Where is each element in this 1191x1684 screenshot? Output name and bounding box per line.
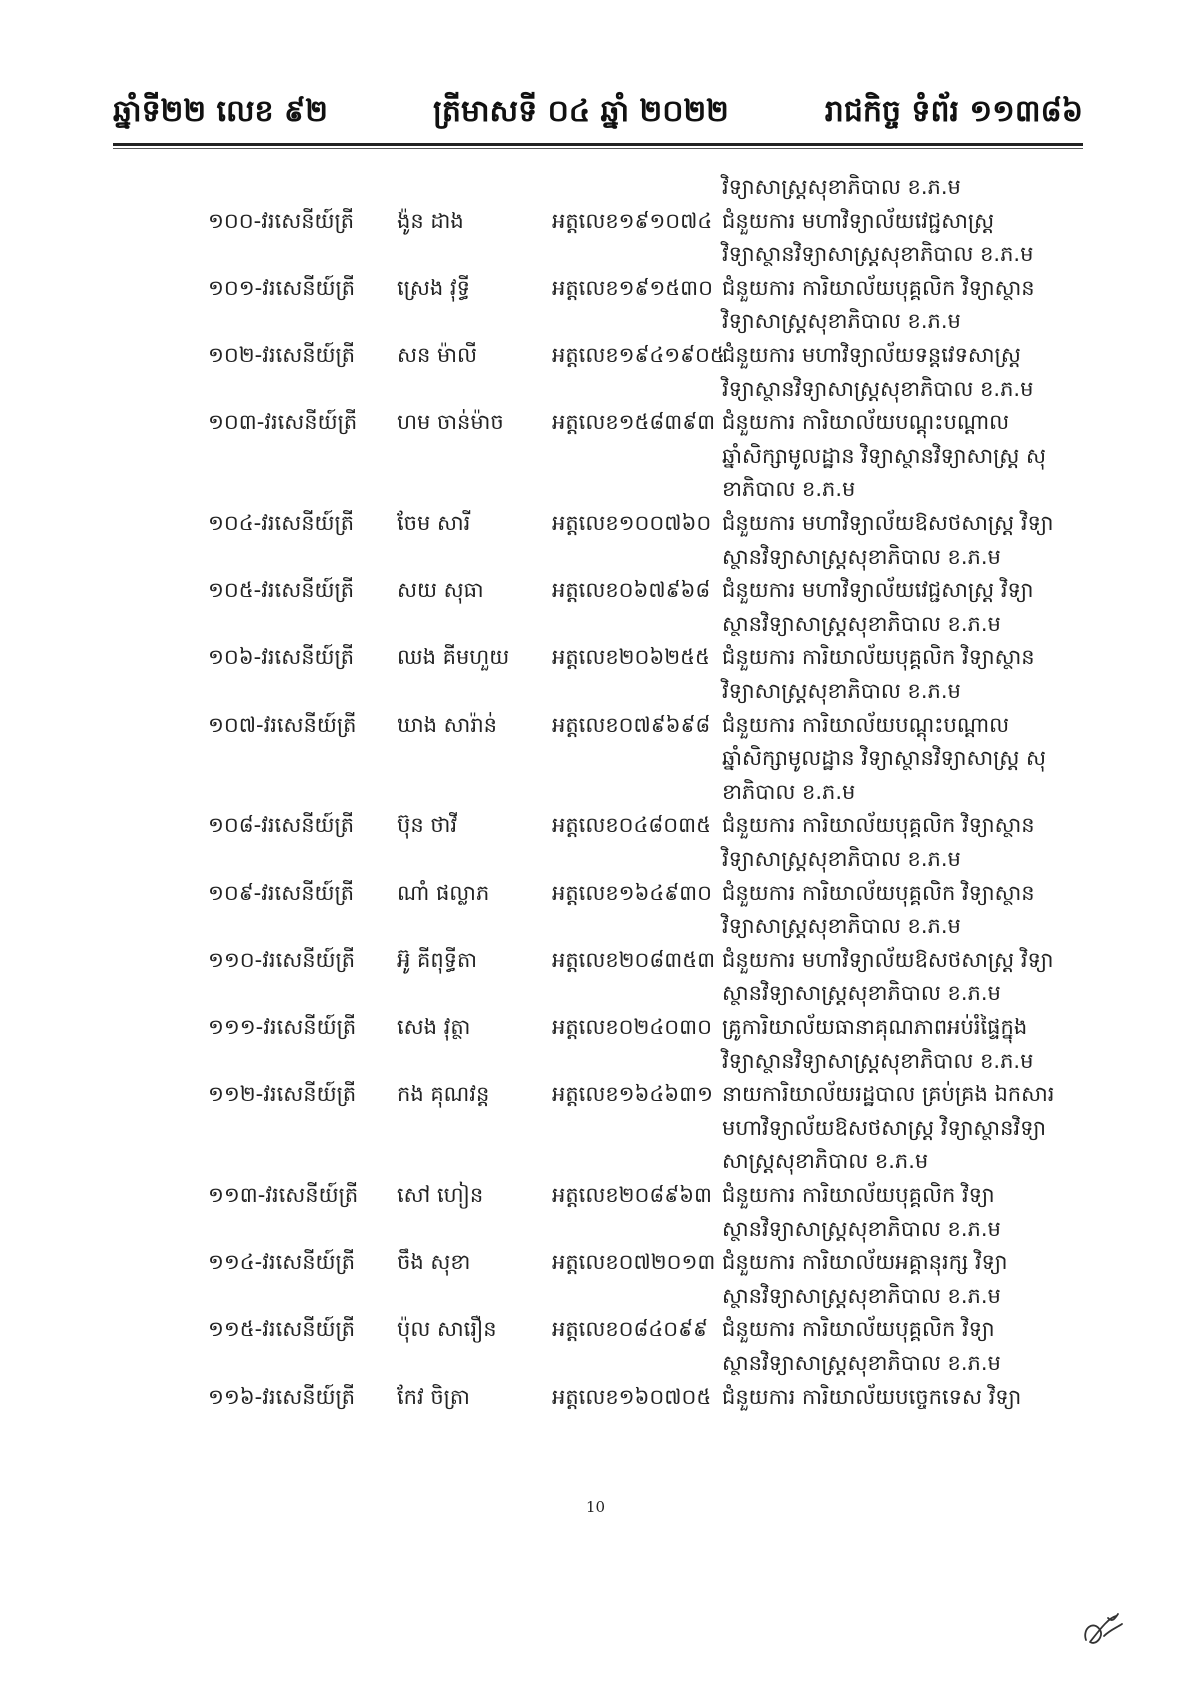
position-line: វិទ្យាស្ថានវិទ្យាសាស្ត្រសុខាភិបាល ខ.ភ.ម [722,242,1034,267]
position-line: ជំនួយការ ការិយាល័យអគ្គានុរក្ស វិទ្យា [722,1250,1008,1275]
position-line: ជំនួយការ ការិយាល័យបុគ្គលិក វិទ្យា [722,1317,995,1342]
position-line: ជំនួយការ មហាវិទ្យាល័យទន្តវេទសាស្ត្រ [722,343,1021,367]
position-line: ជំនួយការ ការិយាល័យបច្ចេកទេស វិទ្យា [722,1384,1022,1409]
rank-cell: ១០២-វរសេនីយ៍ត្រី [208,343,356,367]
rank-cell: ១១១-វរសេនីយ៍ត្រី [208,1015,357,1039]
position-line: ស្ថានវិទ្យាសាស្ត្រសុខាភិបាល ខ.ភ.ម [722,981,1001,1006]
id-cell: អត្តលេខ០៧៩៦៩៨ [552,712,711,737]
rank-cell: ១១៦-វរសេនីយ៍ត្រី [208,1384,356,1409]
rank-cell: ១១៥-វរសេនីយ៍ត្រី [208,1317,356,1342]
position-line: វិទ្យាស្ថានវិទ្យាសាស្ត្រសុខាភិបាល ខ.ភ.ម [722,376,1034,401]
position-line: គ្រូការិយាល័យធានាគុណភាពអប់រំផ្ទៃក្នុង [722,1015,1028,1039]
rank-cell: ១១២-វរសេនីយ៍ត្រី [208,1082,357,1107]
rank-cell: ១១៤-វរសេនីយ៍ត្រី [208,1250,356,1275]
rank-cell: ១០៦-វរសេនីយ៍ត្រី [208,645,355,670]
rank-cell: ១១០-វរសេនីយ៍ត្រី [208,947,356,972]
name-cell: ប៊ុន ថាវី [397,813,457,838]
position-line: ជំនួយការ ការិយាល័យបណ្តុះបណ្តាល [722,410,1010,435]
position-line: វិទ្យាសាស្ត្រសុខាភិបាល ខ.ភ.ម [722,309,961,334]
id-cell: អត្តលេខ០៦៧៩៦៨ [552,578,711,603]
name-cell: ចែម សារី [397,511,471,535]
id-cell: អត្តលេខ០៨៤០៩៩ [552,1317,708,1342]
position-line: ស្ថានវិទ្យាសាស្ត្រសុខាភិបាល ខ.ភ.ម [722,1216,1001,1241]
name-cell: សេង វុត្ថា [397,1015,471,1039]
position-line: វិទ្យាស្ថានវិទ្យាសាស្ត្រសុខាភិបាល ខ.ភ.ម [722,1048,1034,1073]
name-cell: ឈង គីមហួយ [397,645,510,670]
rank-cell: ១០៧-វរសេនីយ៍ត្រី [208,712,357,737]
position-line: ខាភិបាល ខ.ភ.ម [722,477,856,502]
position-line: ស្ថានវិទ្យាសាស្ត្រសុខាភិបាល ខ.ភ.ម [722,611,1001,636]
position-line: នាយការិយាល័យរដ្ឋបាល គ្រប់គ្រង ឯកសារ [722,1082,1055,1107]
lead-position-line: វិទ្យាសាស្ត្រសុខាភិបាល ខ.ភ.ម [722,175,961,199]
position-line: ឆ្នាំសិក្សាមូលដ្ឋាន វិទ្យាស្ថានវិទ្យាសាស្ត្រ សុ [722,443,1047,468]
signature-icon [1078,1606,1128,1654]
position-line: ជំនួយការ មហាវិទ្យាល័យឱសថសាស្ត្រ វិទ្យា [722,511,1054,535]
name-cell: កែវ ចិត្រា [397,1384,470,1409]
rank-cell: ១០៥-វរសេនីយ៍ត្រី [208,578,355,603]
rank-cell: ១០៩-វរសេនីយ៍ត្រី [208,880,355,905]
id-cell: អត្តលេខ២០៨៩៦៣ [552,1183,712,1207]
rank-cell: ១០០-វរសេនីយ៍ត្រី [208,208,355,233]
position-line: ជំនួយការ ការិយាល័យបណ្តុះបណ្តាល [722,712,1010,737]
name-cell: ប៉ុល សារឿន [397,1317,497,1342]
name-cell: ចឹង សុខា [397,1250,471,1275]
name-cell: សៅ ហៀន [397,1183,484,1207]
position-line: ស្ថានវិទ្យាសាស្ត្រសុខាភិបាល ខ.ភ.ម [722,1283,1001,1308]
name-cell: សយ សុធា [397,578,484,603]
position-line: វិទ្យាសាស្ត្រសុខាភិបាល ខ.ភ.ម [722,914,961,939]
name-cell: ហម ចាន់ម៉ាច [397,410,504,435]
rank-cell: ១០៣-វរសេនីយ៍ត្រី [208,410,358,435]
id-cell: អត្តលេខ០២៤០៣០ [552,1015,712,1039]
position-line: ឆ្នាំសិក្សាមូលដ្ឋាន វិទ្យាស្ថានវិទ្យាសាស្ត្រ សុ [722,746,1047,771]
position-line: ជំនួយការ ការិយាល័យបុគ្គលិក វិទ្យា [722,1183,995,1207]
id-cell: អត្តលេខ១៥៨៣៩៣ [552,410,716,435]
header-issue: ឆ្នាំទី២២ លេខ ៩២ [113,94,328,129]
position-line: ស្ថានវិទ្យាសាស្ត្រសុខាភិបាល ខ.ភ.ម [722,544,1001,569]
page-number: 10 [585,1498,606,1516]
name-cell: ណាំ ផល្លាភ [397,880,490,905]
id-cell: អត្តលេខ១៦៤៦៣១ [552,1082,713,1107]
rank-cell: ១១៣-វរសេនីយ៍ត្រី [208,1183,359,1207]
name-cell: ឃាង សារ៉ាន់ [397,712,497,737]
position-line: ខាភិបាល ខ.ភ.ម [722,779,856,804]
id-cell: អត្តលេខ១៦៤៩៣០ [552,880,712,905]
name-cell: កង គុណវន្ត [397,1082,490,1107]
position-line: ជំនួយការ ការិយាល័យបុគ្គលិក វិទ្យាស្ថាន [722,275,1035,300]
gazette-header [113,92,1083,142]
header-quarter: ត្រីមាសទី ០៤ ឆ្នាំ ២០២២ [433,94,729,129]
position-line: សាស្ត្រសុខាភិបាល ខ.ភ.ម [722,1149,929,1174]
position-line: ជំនួយការ ការិយាល័យបុគ្គលិក វិទ្យាស្ថាន [722,813,1035,838]
rank-cell: ១០១-វរសេនីយ៍ត្រី [208,275,356,300]
position-line: ជំនួយការ មហាវិទ្យាល័យឱសថសាស្ត្រ វិទ្យា [722,947,1054,972]
position-line: វិទ្យាសាស្ត្រសុខាភិបាល ខ.ភ.ម [722,679,961,703]
id-cell: អត្តលេខ០៧២០១៣ [552,1250,716,1275]
position-line: វិទ្យាសាស្ត្រសុខាភិបាល ខ.ភ.ម [722,847,961,871]
name-cell: ស្រេង វុទ្ធី [397,275,470,300]
header-page-ref: រាជកិច្ច ទំព័រ ១១៣៨៦ [824,94,1083,129]
position-line: ស្ថានវិទ្យាសាស្ត្រសុខាភិបាល ខ.ភ.ម [722,1351,1001,1375]
id-cell: អត្តលេខ២០៨៣៥៣ [552,947,716,972]
position-line: ជំនួយការ ការិយាល័យបុគ្គលិក វិទ្យាស្ថាន [722,645,1035,670]
name-cell: អ៊ូ គីពុទ្ធីតា [397,947,477,972]
id-cell: អត្តលេខ១៩១៥៣០ [552,275,713,300]
position-line: មហាវិទ្យាល័យឱសថសាស្ត្រ វិទ្យាស្ថានវិទ្យា [722,1115,1047,1140]
name-cell: ង៉ូន ដាង [397,208,464,233]
position-line: ជំនួយការ មហាវិទ្យាល័យវេជ្ជសាស្ត្រ វិទ្យា [722,578,1034,603]
position-line: ជំនួយការ មហាវិទ្យាល័យវេជ្ជសាស្ត្រ [722,208,995,233]
id-cell: អត្តលេខ១៦០៧០៥ [552,1384,712,1409]
id-cell: អត្តលេខ១០០៧៦០ [552,511,712,535]
id-cell: អត្តលេខ២០៦២៥៥ [552,645,710,670]
rank-cell: ១០៨-វរសេនីយ៍ត្រី [208,813,355,838]
id-cell: អត្តលេខ១៩៤១៩០៥ [552,343,725,367]
id-cell: អត្តលេខ០៤៨០៣៥ [552,813,711,838]
header-divider [113,143,1083,149]
id-cell: អត្តលេខ១៩១០៧៤ [552,208,713,233]
position-line: ជំនួយការ ការិយាល័យបុគ្គលិក វិទ្យាស្ថាន [722,880,1035,905]
rank-cell: ១០៤-វរសេនីយ៍ត្រី [208,511,355,535]
name-cell: សន ម៉ាលី [397,343,477,367]
